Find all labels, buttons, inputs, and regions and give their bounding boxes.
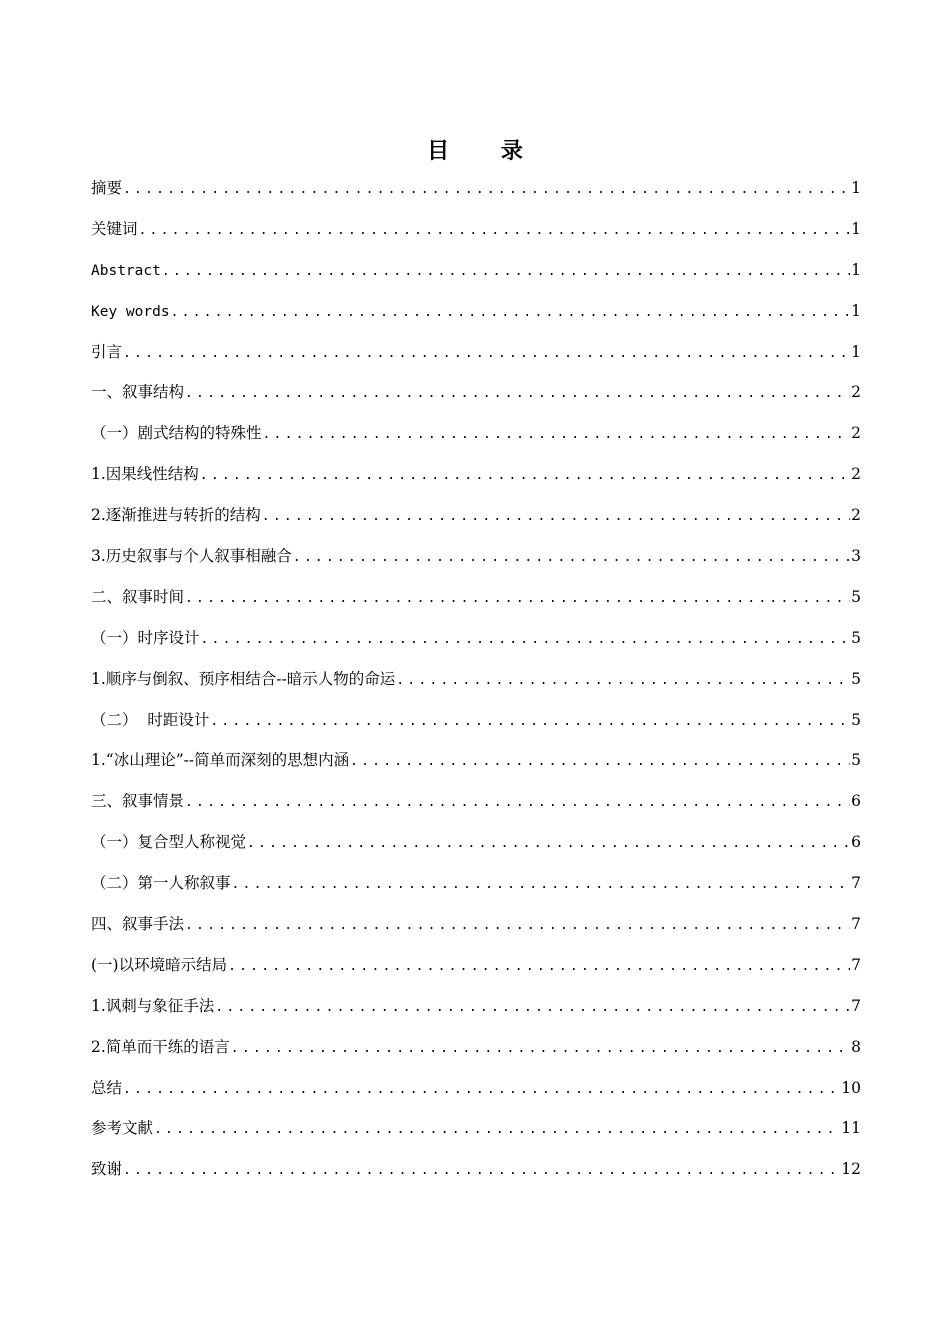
toc-entry-label: 1.顺序与倒叙、预序相结合--暗示人物的命运 (91, 669, 396, 688)
toc-entry-label: Abstract (91, 262, 161, 279)
toc-entry-label: 3.历史叙事与个人叙事相融合 (91, 547, 292, 566)
toc-entry-label: （二） 时距设计 (91, 710, 210, 729)
toc-entry-label: 2.逐渐推进与转折的结构 (91, 506, 261, 525)
toc-entry-label: 2.简单而干练的语言 (91, 1037, 230, 1056)
toc-entry-label: 四、叙事手法 (91, 915, 185, 934)
toc-entry-abstract-en (91, 256, 861, 297)
toc-entry-conclusion (91, 1074, 861, 1115)
toc-entry-page: 7 (851, 874, 861, 893)
toc-dot-leader (232, 871, 851, 899)
toc-entry-page: 10 (841, 1078, 861, 1097)
toc-entry-keywords-en (91, 297, 861, 338)
toc-entry-subsection-4-1-1 (91, 992, 861, 1033)
toc-entry-page: 2 (851, 383, 861, 402)
toc-entry-page: 5 (851, 751, 861, 770)
toc-entry-abstract-cn (91, 174, 861, 215)
toc-entry-page: 5 (851, 710, 861, 729)
toc-dot-leader (162, 258, 850, 286)
toc-entry-section-2-1 (91, 624, 861, 665)
toc-entry-label: 1.因果线性结构 (91, 465, 199, 484)
toc-entry-label: （一）剧式结构的特殊性 (91, 424, 262, 443)
toc-title: 目 录 (427, 138, 545, 164)
toc-entry-label: 摘要 (91, 179, 123, 197)
toc-entry-acknowledgements (91, 1155, 861, 1196)
toc-entry-page: 7 (851, 915, 861, 934)
toc-entry-section-3-1 (91, 828, 861, 869)
toc-entry-page: 2 (851, 424, 861, 443)
toc-dot-leader (247, 830, 850, 858)
toc-dot-leader (171, 299, 851, 327)
toc-entry-label: 1.“冰山理论”--简单而深刻的思想内涵 (91, 751, 350, 770)
toc-entry-introduction (91, 338, 861, 379)
toc-dot-leader (123, 340, 850, 368)
toc-entry-section-1-1 (91, 419, 861, 460)
toc-dot-leader (228, 953, 850, 981)
toc-dot-leader (263, 421, 851, 449)
toc-dot-leader (215, 994, 850, 1022)
toc-entry-chapter-1 (91, 378, 861, 419)
toc-entry-label: （二）第一人称叙事 (91, 874, 231, 893)
toc-entry-label: 关键词 (91, 219, 138, 238)
toc-entry-references (91, 1114, 861, 1155)
toc-entry-label: Key words (91, 303, 170, 320)
toc-dot-leader (185, 789, 850, 817)
toc-entry-page: 5 (851, 587, 861, 606)
toc-list (91, 174, 861, 1196)
toc-dot-leader (123, 176, 850, 204)
toc-entry-label: 1.讽刺与象征手法 (91, 996, 215, 1015)
toc-dot-leader (210, 708, 850, 736)
toc-dot-leader (185, 380, 850, 408)
toc-dot-leader (293, 544, 850, 572)
toc-dot-leader (350, 748, 850, 776)
toc-entry-subsection-2-1-1 (91, 665, 861, 706)
toc-entry-section-3-2 (91, 869, 861, 910)
toc-entry-page: 7 (851, 996, 861, 1015)
toc-entry-label: 引言 (91, 342, 123, 361)
toc-entry-page: 1 (851, 219, 861, 238)
toc-entry-page: 1 (851, 260, 861, 279)
toc-entry-subsection-4-1-2 (91, 1033, 861, 1074)
toc-entry-page: 6 (851, 792, 861, 811)
toc-entry-label: 三、叙事情景 (91, 792, 185, 811)
toc-entry-page: 5 (851, 628, 861, 647)
toc-entry-page: 8 (851, 1037, 861, 1056)
toc-entry-label: （一）时序设计 (91, 628, 200, 647)
toc-dot-leader (201, 626, 851, 654)
toc-entry-section-4-1 (91, 951, 861, 992)
toc-entry-page: 5 (851, 669, 861, 688)
toc-entry-subsection-2-2-1 (91, 746, 861, 787)
toc-entry-page: 1 (851, 179, 861, 197)
toc-entry-label: 二、叙事时间 (91, 587, 185, 606)
toc-entry-page: 12 (841, 1160, 861, 1179)
toc-entry-page: 6 (851, 833, 861, 852)
toc-entry-subsection-1-1-1 (91, 460, 861, 501)
toc-entry-label: （一）复合型人称视觉 (91, 833, 247, 852)
toc-dot-leader (396, 667, 850, 695)
toc-entry-chapter-4 (91, 910, 861, 951)
toc-entry-label: 一、叙事结构 (91, 383, 185, 402)
toc-dot-leader (185, 585, 850, 613)
toc-entry-keywords-cn (91, 215, 861, 256)
toc-entry-page: 2 (851, 465, 861, 484)
toc-dot-leader (139, 217, 851, 245)
toc-entry-section-2-2 (91, 706, 861, 747)
toc-entry-subsection-1-1-3 (91, 542, 861, 583)
toc-entry-page: 2 (851, 506, 861, 525)
toc-entry-label: 参考文献 (91, 1119, 154, 1138)
toc-entry-subsection-1-1-2 (91, 501, 861, 542)
toc-dot-leader (185, 912, 850, 940)
toc-entry-label: 致谢 (91, 1160, 123, 1179)
toc-dot-leader (200, 462, 850, 490)
toc-dot-leader (123, 1076, 840, 1104)
toc-entry-page: 3 (851, 547, 861, 566)
toc-dot-leader (123, 1157, 840, 1185)
toc-entry-page: 7 (851, 955, 861, 974)
toc-entry-label: (一)以环境暗示结局 (91, 955, 228, 974)
toc-dot-leader (262, 503, 850, 531)
toc-entry-chapter-3 (91, 787, 861, 828)
toc-entry-page: 1 (851, 301, 861, 320)
toc-entry-page: 1 (851, 342, 861, 361)
toc-dot-leader (154, 1116, 840, 1144)
toc-entry-page: 11 (841, 1119, 861, 1138)
toc-dot-leader (231, 1035, 850, 1063)
toc-entry-label: 总结 (91, 1078, 123, 1097)
toc-entry-chapter-2 (91, 583, 861, 624)
